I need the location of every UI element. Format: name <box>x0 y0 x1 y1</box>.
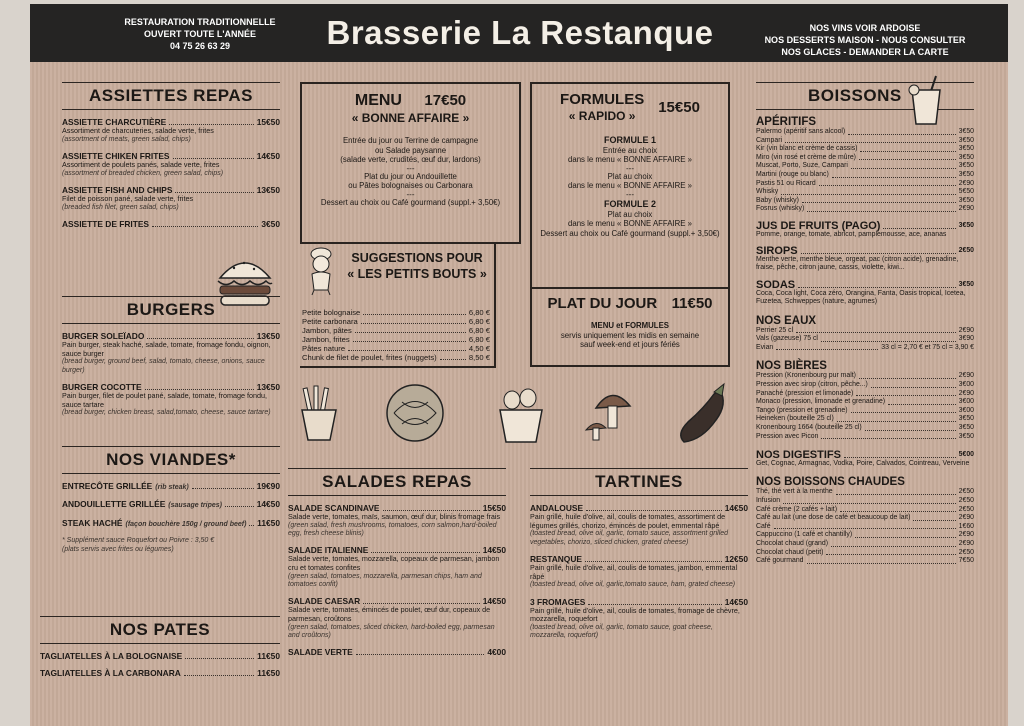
biere-item <box>756 390 974 399</box>
assiette-item <box>62 185 280 212</box>
sirops-title: SIROPS <box>756 245 798 258</box>
salade-item <box>288 647 506 657</box>
biere-item-price: 2€90 <box>958 389 974 397</box>
eaux-list <box>756 327 974 353</box>
menu-title: MENU <box>354 92 402 109</box>
aperitif-item-name: Martini (rouge ou blanc) <box>756 170 829 178</box>
biere-item-price: 3€00 <box>958 398 974 406</box>
formule-1-line: Entrée au choix <box>602 145 658 155</box>
biere-item-price: 3€50 <box>958 432 974 440</box>
petits-list <box>302 308 490 362</box>
chaude-item-name: Café gourmand <box>756 557 804 565</box>
aperitif-item-price: 3€50 <box>958 145 974 153</box>
petits-item-name: Petite carbonara <box>302 317 358 326</box>
formule-2-line: dans le menu « BONNE AFFAIRE » <box>568 219 692 229</box>
tartines-section <box>530 468 748 641</box>
salade-item <box>288 596 506 640</box>
pate-item-name: TAGLIATELLES À LA BOLOGNAISE <box>40 651 183 661</box>
separator: --- <box>626 189 634 199</box>
assiette-item-desc: Assortiment de poulets panés, salade verte, frites <box>62 160 220 169</box>
menu-header <box>302 92 519 110</box>
header-note: NOS GLACES - DEMANDER LA CARTE <box>781 47 949 57</box>
burger-item-price: 13€50 <box>256 331 280 341</box>
viande-item-name-row <box>62 481 280 492</box>
viande-item-name: ANDOUILLETTE GRILLÉE <box>62 499 166 510</box>
restaurant-title: Brasserie La Restanque <box>326 14 714 51</box>
tartine-item-desc: Pain grillé, huile d'olive, ail, coulis de tomates, fromage de chèvre, mozzarella, roquefort <box>530 605 740 624</box>
burger-item <box>62 331 280 375</box>
chaude-item-price: 7€50 <box>958 557 974 565</box>
chaude-item-price: 2€90 <box>958 514 974 522</box>
viandes-list <box>62 481 280 529</box>
boissons-section <box>756 82 974 566</box>
chaude-item <box>756 514 974 523</box>
petits-item-name: Chunk de filet de poulet, frites (nuggets) <box>302 353 437 362</box>
petits-item <box>302 353 490 362</box>
digestifs-title: NOS DIGESTIFS <box>756 449 841 462</box>
chaude-item-name: Cappuccino (1 café et chantilly) <box>756 531 853 539</box>
aperitif-item-price: 5€50 <box>958 188 974 196</box>
assiettes-list <box>62 117 280 229</box>
tartine-item <box>530 597 748 641</box>
pate-item-name-row <box>40 668 280 678</box>
assiette-item-price: 3€50 <box>261 219 280 229</box>
sodas-desc: Coca, Coca light, Coca zéro, Orangina, Fanta, Oasis tropical, Icetea, Fuzetea, Schweppes (nature, agrumes) <box>756 289 966 306</box>
biere-item-price: 3€00 <box>958 381 974 389</box>
petits-item-name: Petite bolognaise <box>302 308 361 317</box>
menu-line: Dessert au choix ou Café gourmand (suppl.+ 3,50€) <box>320 197 501 207</box>
viande-item-name: ENTRECÔTE GRILLÉE <box>62 481 153 491</box>
biere-item <box>756 424 974 433</box>
assiette-item-translation: (breaded fish filet, green salad, chips) <box>62 203 179 211</box>
tartine-item-translation: (toasted bread, olive oil, garlic, tomato sauce, assortment grilled vegetables, chorizo, sliced chicken, grated cheese) <box>530 530 729 546</box>
assiette-item <box>62 151 280 178</box>
petits-item <box>302 317 490 326</box>
aperitif-item-price: 2€90 <box>958 179 974 187</box>
viande-item <box>62 499 280 510</box>
pate-item-name: TAGLIATELLES À LA CARBONARA <box>40 668 181 678</box>
salades-list <box>288 503 506 657</box>
boissons-title: BOISSONS <box>756 82 974 110</box>
chaude-item-price: 2€50 <box>958 548 974 556</box>
petits-item-name: Jambon, pâtes <box>302 326 352 335</box>
assiettes-section <box>62 82 280 229</box>
cocktail-illustration <box>906 74 946 131</box>
sirops-header <box>756 247 974 256</box>
chaude-item-name: Chocolat chaud (petit) <box>756 548 824 556</box>
sirops-desc: Menthe verte, menthe bleue, orgeat, pac (citron acide), grenadine, fraise, pêche, citron jaune, cassis, violette, kiwi... <box>756 255 959 272</box>
aperitif-item <box>756 154 974 163</box>
formule-2-title: FORMULE 2 <box>603 198 656 209</box>
burger-item-desc: Pain burger, filet de poulet pané, salade, tomate, fromage fondu, sauce tartare <box>62 391 267 409</box>
separator: --- <box>406 189 415 199</box>
chaude-item <box>756 497 974 506</box>
aperitif-item <box>756 188 974 197</box>
chaude-item-name: Café <box>756 522 771 530</box>
assiette-item-name: ASSIETTE DE FRITES <box>62 219 150 229</box>
eau-item <box>756 344 974 353</box>
header-note: NOS DESSERTS MAISON - NOUS CONSULTER <box>764 35 966 45</box>
formule-1-line: dans le menu « BONNE AFFAIRE » <box>568 181 692 191</box>
eaux-title: NOS EAUX <box>756 314 817 327</box>
bieres-title: NOS BIÈRES <box>756 360 827 373</box>
pates-title: NOS PATES <box>40 616 280 644</box>
burgers-title: BURGERS <box>62 296 280 324</box>
viande-item-translation: (façon bouchère 150g / ground beef) <box>125 520 247 528</box>
pate-item <box>40 668 280 678</box>
tartine-item <box>530 503 748 547</box>
chaudes-title: NOS BOISSONS CHAUDES <box>756 476 905 489</box>
tartine-item-translation: (toasted bread, olive oil, garlic,tomato sauce, ham, grated cheese) <box>530 581 736 589</box>
biere-item-name: Tango (pression et grenadine) <box>756 406 848 414</box>
biere-item-name: Panaché (pression et limonade) <box>756 389 854 397</box>
biere-item-name: Pression (Kronenbourg pur malt) <box>756 372 856 380</box>
tartine-item-name: ANDALOUSE <box>530 503 584 513</box>
menu-subtitle: « BONNE AFFAIRE » <box>351 111 470 125</box>
salade-item-price: 14€50 <box>482 545 506 556</box>
aperitif-item <box>756 162 974 171</box>
biere-item-price: 3€50 <box>958 424 974 432</box>
salade-item-name-row <box>288 647 506 657</box>
viande-item-price: 11€50 <box>257 517 280 528</box>
petits-item-price: 6,80 € <box>468 317 490 326</box>
biere-item <box>756 433 974 442</box>
menu-line: Plat du jour ou Andouillette <box>364 171 457 181</box>
chaude-item-price: 2€50 <box>958 505 974 513</box>
formules-subtitle: « RAPIDO » <box>568 109 636 123</box>
plat-du-jour-title: PLAT DU JOUR <box>547 295 658 312</box>
jus-price: 3€50 <box>958 221 974 229</box>
sirops-price: 2€50 <box>958 247 974 255</box>
aperitif-item-name: Baby (whisky) <box>756 196 799 204</box>
biere-item <box>756 407 974 416</box>
assiette-item-desc: Filet de poisson pané, salade verte, frites <box>62 194 194 203</box>
salades-section <box>288 468 506 657</box>
digestifs-desc: Get, Cognac, Armagnac, Vodka, Poire, Calvados, Cointreau, Verveine <box>756 459 970 467</box>
biere-item-name: Monaco (pression, limonade et grenadine) <box>756 398 886 406</box>
salad-illustration <box>382 380 448 451</box>
pate-item-price: 11€50 <box>257 651 280 661</box>
chaude-item <box>756 523 974 532</box>
sodas-price: 3€50 <box>958 280 974 288</box>
chaude-item-name: Café crème (2 cafés + lait) <box>756 505 837 513</box>
aperitif-item-name: Whisky <box>756 188 779 196</box>
aperitif-item-price: 3€50 <box>958 162 974 170</box>
formule-2-line: Dessert au choix ou Café gourmand (suppl.+ 3,50€) <box>540 228 720 238</box>
viande-item-name-row <box>62 499 280 510</box>
plat-du-jour-header <box>532 295 728 313</box>
aperitif-item-name: Pastis 51 ou Ricard <box>756 179 816 187</box>
pate-item-name-row <box>40 651 280 661</box>
petits-item-price: 8,50 € <box>468 353 490 362</box>
salade-item-translation: (green salad, fresh mushrooms, tomatoes, corn salmon,hard-boiled egg, fresh cheese blinis) <box>288 521 497 537</box>
plat-du-jour-line: servis uniquement les midis en semaine <box>560 330 700 340</box>
assiette-item-name: ASSIETTE FISH AND CHIPS <box>62 185 173 195</box>
viande-item-price: 14€50 <box>256 499 280 510</box>
aperitif-item-price: 3€50 <box>958 128 974 135</box>
aperitif-item <box>756 145 974 154</box>
biere-item-name: Heineken (bouteille 25 cl) <box>756 415 834 423</box>
assiette-item <box>62 219 280 229</box>
viande-item-price: 19€90 <box>256 481 280 491</box>
header-note: NOS VINS VOIR ARDOISE <box>809 23 921 33</box>
aperitif-item <box>756 137 974 146</box>
digestifs-price: 5€00 <box>958 451 974 459</box>
aperitif-item-name: Kir (vin blanc et crème de cassis) <box>756 145 858 153</box>
salade-item-name: SALADE SCANDINAVE <box>288 503 380 513</box>
petits-item-name: Jambon, frites <box>302 335 350 344</box>
viande-item-translation: (rib steak) <box>155 484 189 491</box>
viande-item-name-row <box>62 518 280 529</box>
chaude-item <box>756 549 974 558</box>
biere-item <box>756 372 974 381</box>
tartine-item-price: 12€50 <box>724 554 748 564</box>
eau-item-price: 33 cl = 2,70 € et 75 cl = 3,90 € <box>881 343 974 351</box>
salade-item-name: SALADE ITALIENNE <box>288 545 369 556</box>
biere-item <box>756 415 974 424</box>
menu-line: ou Pâtes bolognaises ou Carbonara <box>348 181 473 191</box>
burgers-list <box>62 331 280 418</box>
aperitif-item <box>756 205 974 214</box>
aperitif-item-price: 3€50 <box>958 136 974 144</box>
eau-item-price: 3€90 <box>958 335 974 343</box>
burger-item-name: BURGER COCOTTE <box>62 382 142 392</box>
assiette-item-price: 14€50 <box>256 151 280 161</box>
eau-item-name: Vals (gazeuse) 75 cl <box>756 335 818 343</box>
viande-item <box>62 481 280 492</box>
tartine-item-name: 3 FROMAGES <box>530 596 586 607</box>
separator: --- <box>406 163 415 173</box>
tartine-item-translation: (toasted bread, olive oil, garlic, tomato sauce, goat cheese, mozzarella, roquefort) <box>530 623 713 640</box>
header-phone: 04 75 26 63 29 <box>169 41 231 51</box>
tartines-list <box>530 503 748 641</box>
burger-item-desc: Pain burger, steak haché, salade, tomate, fromage fondu, oignon, sauce burger <box>62 340 271 358</box>
chaude-item-price: 2€90 <box>958 531 974 539</box>
chaude-item-price: 1€60 <box>958 522 974 530</box>
chaude-item-price: 2€90 <box>958 539 974 547</box>
aperitif-item-price: 2€90 <box>958 205 974 213</box>
assiette-item-name-row <box>62 219 280 229</box>
sodas-header <box>756 278 974 291</box>
aperitif-item-price: 3€50 <box>958 196 974 204</box>
chaude-item-price: 2€50 <box>958 488 974 496</box>
jus-title: JUS DE FRUITS (PAGO) <box>756 219 881 232</box>
chaude-item <box>756 531 974 540</box>
assiette-item-name: ASSIETTE CHIKEN FRITES <box>62 151 170 161</box>
burgers-section <box>62 296 280 418</box>
viande-item <box>62 518 280 529</box>
petits-bouts-box <box>300 244 496 368</box>
biere-item-name: Kronenbourg 1664 (bouteille 25 cl) <box>756 424 862 432</box>
formules-price: 15€50 <box>658 99 700 116</box>
header-opening: OUVERT TOUTE L'ANNÉE <box>144 29 256 39</box>
biere-item <box>756 398 974 407</box>
burger-item-name: BURGER SOLEÏADO <box>62 331 145 341</box>
biere-item-price: 3€00 <box>958 406 974 414</box>
mushroom-illustration <box>582 384 644 451</box>
menu-bonne-affaire-box <box>300 82 521 244</box>
header-info <box>90 16 310 52</box>
tartine-item-name: RESTANQUE <box>530 554 582 564</box>
header-tagline: RESTAURATION TRADITIONNELLE <box>124 17 276 27</box>
burger-item <box>62 382 280 418</box>
aperitif-item-price: 3€50 <box>958 170 974 178</box>
petits-item <box>302 308 490 317</box>
chaude-item-price: 2€50 <box>958 497 974 504</box>
menu-line: (salade verte, crudités, œuf dur, lardons) <box>340 155 481 165</box>
chaude-item-name: Thé, thé vert à la menthe <box>756 488 833 496</box>
separator: --- <box>626 163 634 173</box>
header-notes <box>750 22 980 58</box>
biere-item <box>756 381 974 390</box>
petits-item-price: 4,50 € <box>468 344 490 353</box>
burger-item-translation: (bread burger, ground beef, salad, tomato, cheese, onions, sauce burger) <box>62 358 265 374</box>
sodas-title: SODAS <box>756 278 796 291</box>
eau-item-price: 2€90 <box>958 326 974 334</box>
formule-2-line: Plat au choix <box>607 209 653 219</box>
tartine-item-desc: Pain grillé, huile d'olive, ail, coulis de tomates, assortiment de légumes grillés, chorizo, émincés de poulet, emmental râpé <box>530 512 726 530</box>
aperitif-item <box>756 197 974 206</box>
chaude-item-name: Infusion <box>756 497 781 504</box>
aperitif-item <box>756 180 974 189</box>
formule-1-line: dans le menu « BONNE AFFAIRE » <box>568 155 692 165</box>
salade-item-name: SALADE VERTE <box>288 647 353 658</box>
assiette-item-price: 15€50 <box>256 117 280 127</box>
pate-item-price: 11€50 <box>257 668 280 678</box>
tartine-item-desc: Pain grillé, huile d'olive, ail, coulis de tomates, jambon, emmental râpé <box>530 563 738 581</box>
salade-item <box>288 503 506 538</box>
aperitif-item-name: Fosrus (whisky) <box>756 205 805 213</box>
aperitif-item-name: Campari <box>756 136 783 144</box>
burger-item-translation: (bread burger, chicken breast, salad,tomato, cheese, sauce tartare) <box>62 409 271 417</box>
salade-item-translation: (green salad, tomatoes, sliced chicken, hard-boiled egg, parmesan and croûtons) <box>288 623 495 639</box>
viande-item-translation: (sausage tripes) <box>168 502 222 510</box>
aperitif-item-name: Palermo (apéritif sans alcool) <box>756 128 846 135</box>
jus-desc: Pomme, orange, tomate, abricot, pamplemousse, ace, ananas <box>756 230 947 238</box>
petits-item <box>302 335 490 344</box>
salade-item-desc: Salade verte, tomates, émincés de poulet, œuf dur, copeaux de parmesan, croûtons <box>288 605 491 623</box>
plat-du-jour-box <box>530 289 730 367</box>
aperitifs-list <box>756 128 974 214</box>
formules-title: FORMULES <box>560 91 645 108</box>
pates-list <box>40 651 280 678</box>
plat-du-jour-line: sauf week-end et jours fériés <box>580 340 680 350</box>
eau-item-name: Perrier 25 cl <box>756 326 794 334</box>
salades-title: SALADES REPAS <box>288 468 506 496</box>
digestifs-header <box>756 451 974 460</box>
formules-header <box>532 92 728 124</box>
chaude-item <box>756 540 974 549</box>
assiettes-title: ASSIETTES REPAS <box>62 82 280 110</box>
salade-item-desc: Salade verte, tomates, maïs, saumon, œuf dur, blinis fromage frais <box>288 512 501 521</box>
petits-item-price: 6,80 € <box>468 308 490 317</box>
tartines-title: TARTINES <box>530 468 748 496</box>
viandes-note-2: (plats servis avec frites ou légumes) <box>62 545 174 553</box>
menu-price: 17€50 <box>424 92 467 109</box>
chaude-item-name: Café au lait (une dose de café et beaucoup de lait) <box>756 514 911 522</box>
burger-item-price: 13€50 <box>256 382 280 392</box>
viandes-title: NOS VIANDES* <box>62 446 280 474</box>
aperitif-item-name: Miro (vin rosé et crème de mûre) <box>756 153 856 161</box>
aperitif-item-name: Muscat, Porto, Suze, Campari <box>756 162 848 170</box>
petits-item-name: Pâtes nature <box>302 344 346 353</box>
salade-item-price: 15€50 <box>482 503 506 513</box>
plat-du-jour-line: MENU et FORMULES <box>591 321 669 330</box>
pates-section <box>40 616 280 678</box>
plat-du-jour-price: 11€50 <box>671 295 713 312</box>
bieres-list <box>756 372 974 441</box>
petits-item-price: 6,80 € <box>468 326 490 335</box>
eggplant-illustration <box>674 382 734 453</box>
fries-illustration <box>296 384 342 447</box>
tartine-item-price: 14€50 <box>724 596 748 607</box>
formule-1-line: Plat au choix <box>607 171 653 181</box>
kid-chef-illustration <box>304 246 338 301</box>
chaude-item <box>756 506 974 515</box>
biere-item-name: Pression avec sirop (citron, pêche...) <box>756 381 868 389</box>
assiette-item <box>62 117 280 144</box>
salade-item-name: SALADE CAESAR <box>288 596 361 607</box>
salade-item-price: 4€00 <box>487 647 506 658</box>
aperitif-item <box>756 171 974 180</box>
biere-item-price: 2€90 <box>958 372 974 380</box>
biere-item-price: 3€50 <box>958 415 974 423</box>
viandes-note: * Supplément sauce Roquefort ou Poivre : 3,50 € <box>62 537 215 545</box>
salade-item-desc: Salade verte, tomates, mozzarella, copeaux de parmesan, jambon cru et tomates confites <box>288 554 500 572</box>
formule-1-title: FORMULE 1 <box>603 135 656 145</box>
eau-item <box>756 327 974 336</box>
assiette-item-name: ASSIETTE CHARCUTIÈRE <box>62 117 167 127</box>
assiette-item-desc: Assortiment de charcuteries, salade verte, frites <box>62 126 214 135</box>
formules-titles <box>560 92 644 124</box>
menu-line: Entrée du jour ou Terrine de campagne <box>342 136 479 145</box>
assiette-item-translation: (assortment of meats, green salad, chips) <box>62 135 191 143</box>
formules-box <box>530 82 730 289</box>
assiette-item-translation: (assortment of breaded chicken, green salad, chips) <box>62 169 224 177</box>
assiette-item-price: 13€50 <box>256 185 280 195</box>
viandes-section <box>62 446 280 554</box>
petits-item <box>302 344 490 353</box>
eau-item-name: Evian <box>756 343 774 351</box>
petits-item <box>302 326 490 335</box>
eau-item <box>756 335 974 344</box>
chaude-item <box>756 557 974 566</box>
jus-header <box>756 219 974 232</box>
petits-subtitle: « LES PETITS BOUTS » <box>347 267 487 281</box>
aperitif-item-price: 3€50 <box>958 153 974 161</box>
viande-item-name: STEAK HACHÉ <box>62 517 123 528</box>
chaude-item-name: Chocolat chaud (grand) <box>756 539 829 547</box>
header-bar <box>30 4 1008 62</box>
chicken-bucket-illustration <box>494 386 548 449</box>
menu-lines <box>302 136 519 208</box>
menu-line: ou Salade paysanne <box>374 145 447 155</box>
pate-item <box>40 651 280 661</box>
salade-item <box>288 545 506 589</box>
petits-title: SUGGESTIONS POUR <box>351 251 483 265</box>
salade-item-price: 14€50 <box>482 596 506 607</box>
tartine-item-price: 14€50 <box>724 503 748 513</box>
aperitifs-title: APÉRITIFS <box>756 116 817 128</box>
petits-item-price: 6,80 € <box>468 335 490 344</box>
salade-item-translation: (green salad, tomatoes, mozzarella, parmesan chips, ham and tomatoes confit) <box>288 572 482 588</box>
tartine-item <box>530 554 748 590</box>
chaudes-list <box>756 488 974 565</box>
biere-item-name: Pression avec Picon <box>756 432 819 440</box>
chaude-item <box>756 488 974 497</box>
